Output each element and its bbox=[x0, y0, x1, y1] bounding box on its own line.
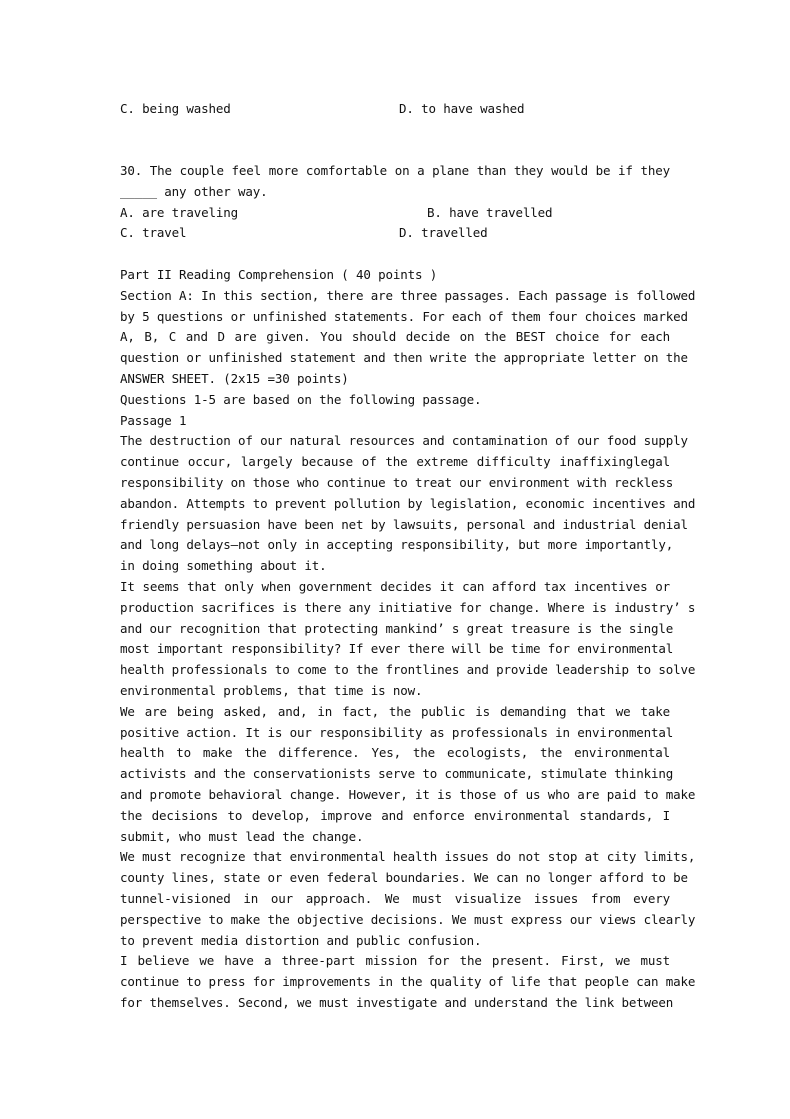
questions-intro: Questions 1-5 are based on the following passage. bbox=[120, 392, 482, 407]
q30-stem-line-2: _____ any other way. bbox=[120, 184, 268, 199]
passage-line: The destruction of our natural resources and contamination of our food supply bbox=[120, 433, 688, 448]
passage-line: health professionals to come to the frontlines and provide leadership to solve bbox=[120, 662, 696, 677]
passage-line: friendly persuasion have been net by lawsuits, personal and industrial denial bbox=[120, 517, 688, 532]
passage-line: most important responsibility? If ever there will be time for environmental bbox=[120, 641, 674, 656]
q30-options-row-1 bbox=[120, 203, 670, 224]
section-instructions-line: by 5 questions or unfinished statements. For each of them four choices marked bbox=[120, 309, 688, 324]
passage-line: the decisions to develop, improve and enforce environmental standards, I bbox=[120, 808, 670, 823]
section-instructions-line: Section A: In this section, there are three passages. Each passage is followed bbox=[120, 288, 696, 303]
q30-option-a: A. are traveling bbox=[120, 205, 239, 220]
passage-line: We are being asked, and, in fact, the public is demanding that we take bbox=[120, 704, 670, 719]
part-heading: Part II Reading Comprehension ( 40 points ) bbox=[120, 267, 438, 282]
passage-line: It seems that only when government decides it can afford tax incentives or bbox=[120, 579, 670, 594]
passage-line: production sacrifices is there any initiative for change. Where is industry’ s bbox=[120, 600, 696, 615]
q29-option-c: C. being washed bbox=[120, 101, 231, 116]
passage-line: abandon. Attempts to prevent pollution by legislation, economic incentives and bbox=[120, 496, 696, 511]
passage-line: submit, who must lead the change. bbox=[120, 829, 364, 844]
passage-line: county lines, state or even federal boundaries. We can no longer afford to be bbox=[120, 870, 688, 885]
passage-line: to prevent media distortion and public confusion. bbox=[120, 933, 482, 948]
passage-line: environmental problems, that time is now. bbox=[120, 683, 423, 698]
q30-options-row-2 bbox=[120, 223, 670, 244]
q30-stem-line-1: 30. The couple feel more comfortable on a plane than they would be if they bbox=[120, 163, 670, 178]
passage-line: activists and the conservationists serve to communicate, stimulate thinking bbox=[120, 766, 674, 781]
passage-line: continue to press for improvements in the quality of life that people can make bbox=[120, 974, 696, 989]
q29-options-row-2 bbox=[120, 99, 670, 120]
q30-option-c: C. travel bbox=[120, 225, 187, 240]
q30-option-b: B. have travelled bbox=[427, 205, 553, 220]
passage-line: and our recognition that protecting mankind’ s great treasure is the single bbox=[120, 621, 674, 636]
q30-option-d: D. travelled bbox=[399, 225, 488, 240]
passage-line: and promote behavioral change. However, it is those of us who are paid to make bbox=[120, 787, 696, 802]
passage-title: Passage 1 bbox=[120, 413, 187, 428]
passage-line: tunnel-visioned in our approach. We must visualize issues from every bbox=[120, 891, 670, 906]
passage-line: responsibility on those who continue to treat our environment with reckless bbox=[120, 475, 674, 490]
passage-line: positive action. It is our responsibility as professionals in environmental bbox=[120, 725, 674, 740]
passage-line: in doing something about it. bbox=[120, 558, 327, 573]
section-instructions-line: ANSWER SHEET. (2x15 =30 points) bbox=[120, 371, 349, 386]
passage-line: health to make the difference. Yes, the ecologists, the environmental bbox=[120, 745, 670, 760]
passage-line: I believe we have a three-part mission for the present. First, we must bbox=[120, 953, 670, 968]
passage-line: and long delays—not only in accepting responsibility, but more importantly, bbox=[120, 537, 674, 552]
passage-line: We must recognize that environmental health issues do not stop at city limits, bbox=[120, 849, 696, 864]
passage-line: for themselves. Second, we must investigate and understand the link between bbox=[120, 995, 674, 1010]
q29-option-d: D. to have washed bbox=[399, 101, 525, 116]
section-instructions-line: A, B, C and D are given. You should decide on the BEST choice for each bbox=[120, 329, 670, 344]
section-instructions-line: question or unfinished statement and then write the appropriate letter on the bbox=[120, 350, 688, 365]
passage-line: continue occur, largely because of the extreme difficulty inaffixinglegal bbox=[120, 454, 670, 469]
passage-line: perspective to make the objective decisions. We must express our views clearly bbox=[120, 912, 696, 927]
